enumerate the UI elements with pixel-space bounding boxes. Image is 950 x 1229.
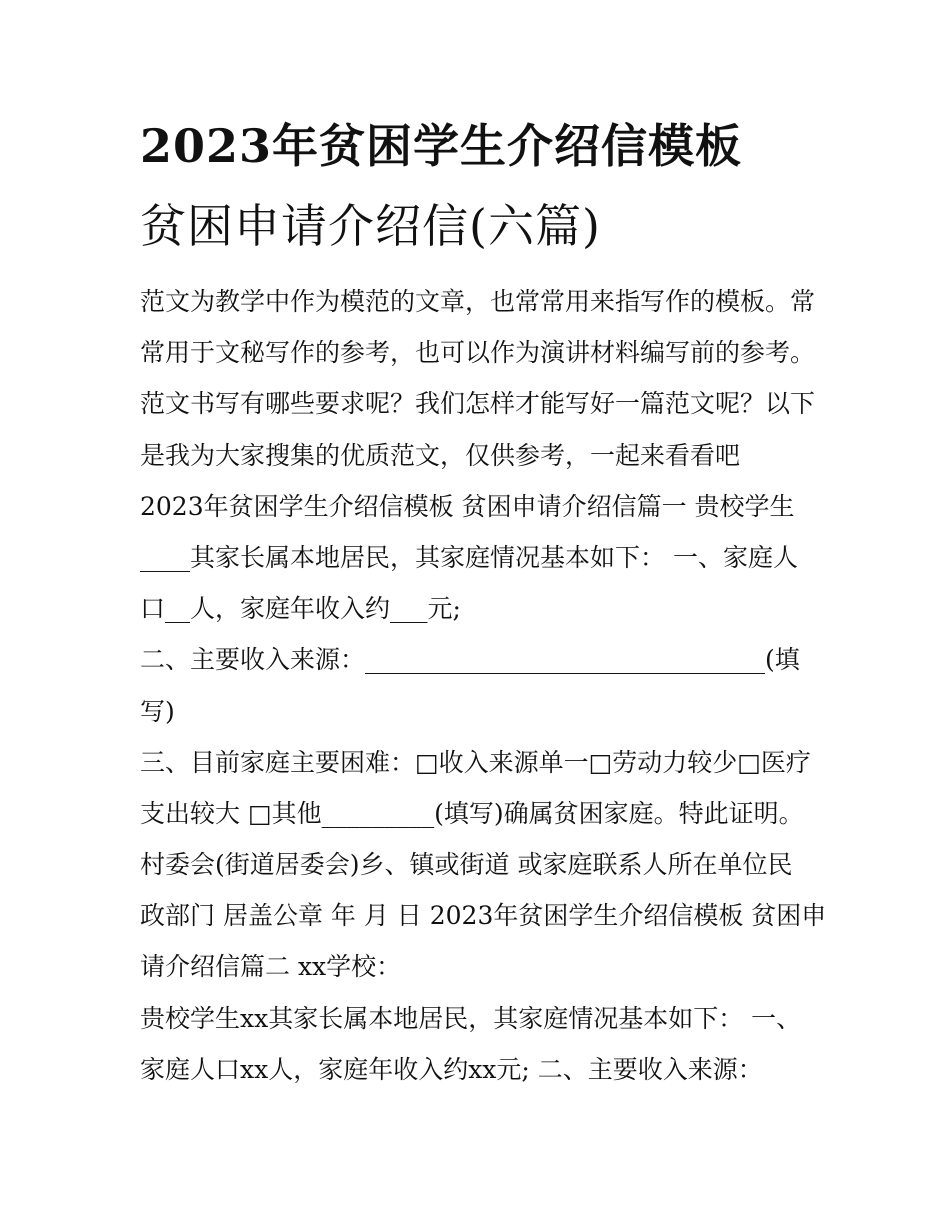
body-line: 贵校学生xx其家长属本地居民，其家庭情况基本如下： 一、 (140, 1003, 802, 1033)
document-title-line-1: 2023年贫困学生介绍信模板 (140, 119, 743, 173)
document-body (140, 276, 827, 1095)
document-title-line-2: 贫困申请介绍信(六篇) (140, 199, 601, 253)
body-line: 政部门 居盖公章 年 月 日 2023年贫困学生介绍信模板 贫困申 (140, 901, 827, 931)
body-line: 支出较大 □其他_________(填写)确属贫困家庭。特此证明。 (140, 798, 804, 828)
body-line: 村委会(街道居委会)乡、镇或街道 或家庭联系人所在单位民 (140, 850, 793, 880)
body-line: 2023年贫困学生介绍信模板 贫困申请介绍信篇一 贵校学生 (140, 491, 795, 521)
body-line: 写) (140, 696, 175, 726)
body-line: 三、目前家庭主要困难：□收入来源单一□劳动力较少□医疗 (140, 747, 811, 777)
body-line: 口__人，家庭年收入约___元; (140, 594, 461, 624)
body-line: 二、主要收入来源：________________________________(填 (140, 645, 800, 675)
body-line: 请介绍信篇二 xx学校： (140, 952, 402, 982)
body-line: 家庭人口xx人，家庭年收入约xx元; 二、主要收入来源： (140, 1054, 763, 1084)
body-line: 范文为教学中作为模范的文章，也常常用来指写作的模板。常 (140, 287, 816, 316)
body-line: 范文书写有哪些要求呢？我们怎样才能写好一篇范文呢？以下 (140, 389, 816, 419)
body-line: 是我为大家搜集的优质范文，仅供参考，一起来看看吧 (140, 440, 741, 470)
body-line: ____其家长属本地居民，其家庭情况基本如下： 一、家庭人 (140, 542, 798, 572)
body-line: 常用于文秘写作的参考，也可以作为演讲材料编写前的参考。 (140, 338, 816, 368)
